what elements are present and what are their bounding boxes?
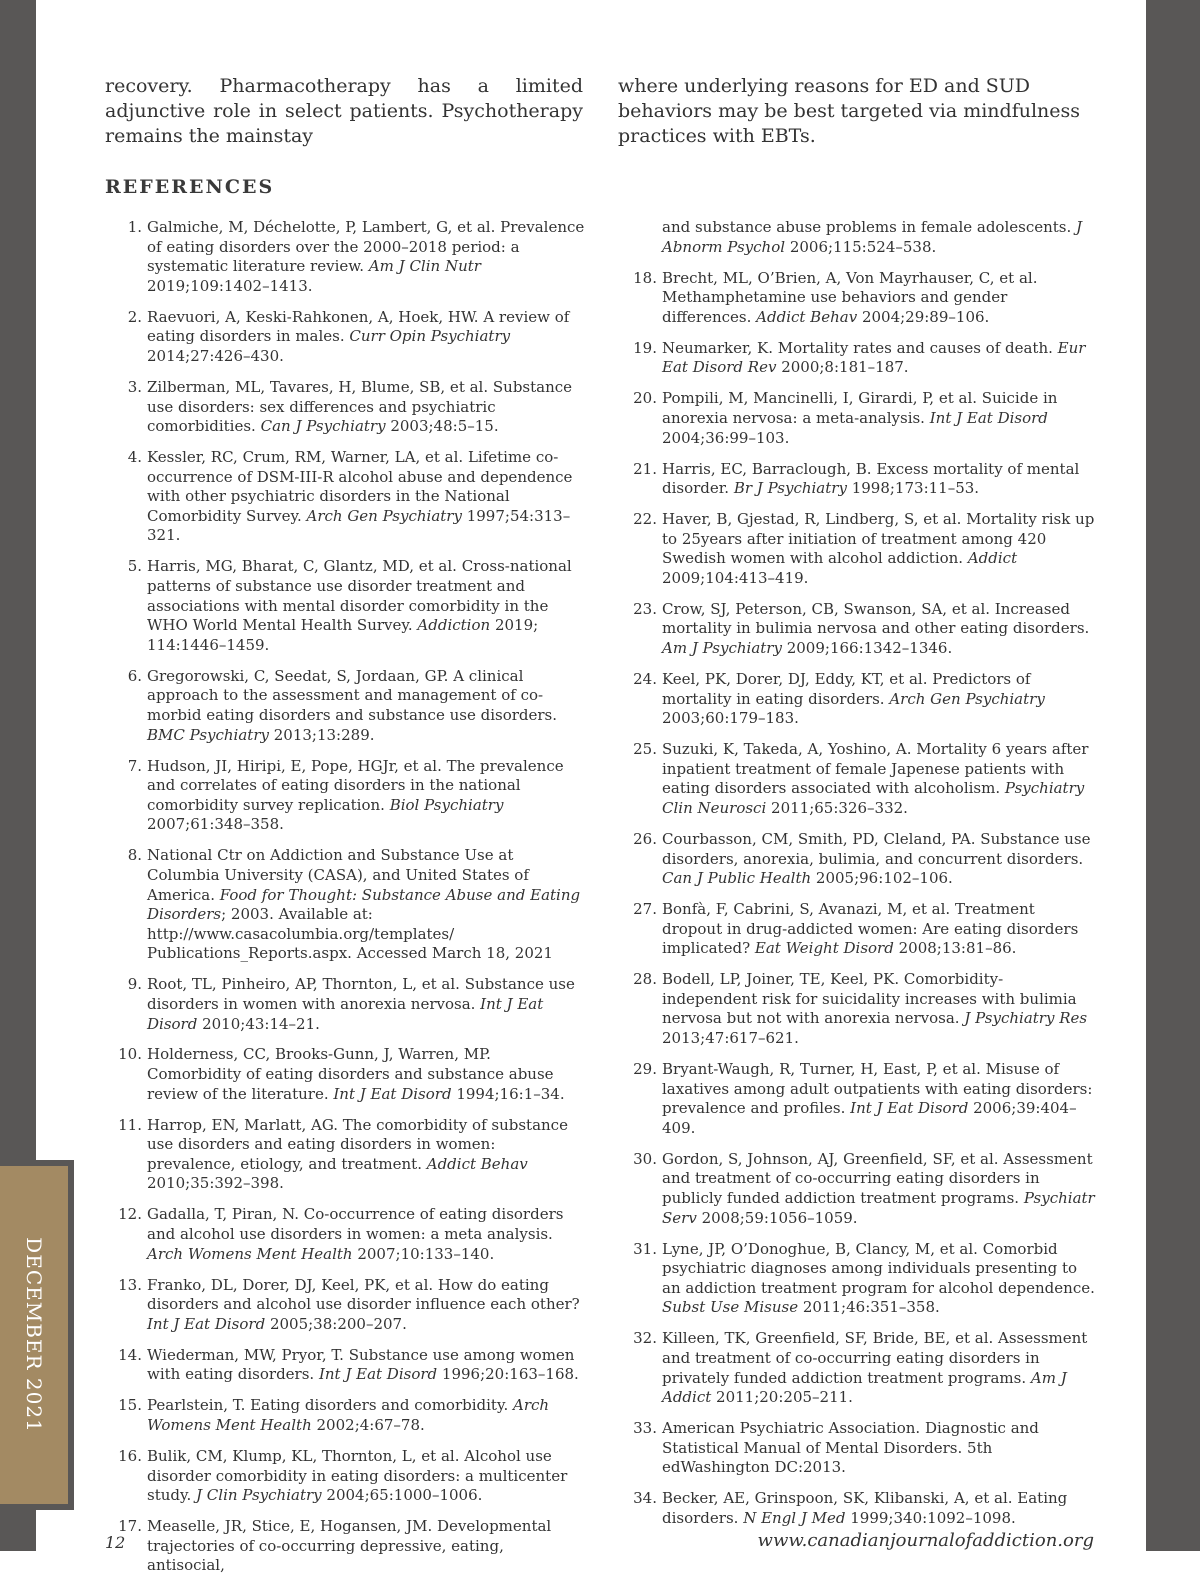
reference-authors-title: Haver, B, Gjestad, R, Lindberg, S, et al. Mortality risk up to 25years after initiation of treatment among 420 Swedish women with alcohol addiction. [662,510,1095,568]
reference-journal: Addict Behav [426,1154,528,1173]
reference-authors-title: Gregorowski, C, Seedat, S, Jordaan, GP. A clinical approach to the assessment and management of co-morbid eating disorders and substance use disorders. [147,666,558,725]
reference-text [147,1517,585,1576]
reference-citation: 2008;59:1056–1059. [696,1208,858,1227]
reference-number: 20. [633,389,657,408]
reference-number: 3. [127,377,142,396]
reference-authors-title: Suzuki, K, Takeda, A, Yoshino, A. Mortality 6 years after inpatient treatment of female Japenese patients with eating disorders associated with alcoholism. [662,740,1089,798]
reference-item [620,1240,1096,1318]
reference-number: 33. [633,1419,657,1438]
reference-text [147,1346,585,1385]
reference-citation: 2002;4:67–78. [311,1415,425,1434]
reference-journal: Int J Eat Disord [850,1099,969,1118]
reference-item [105,667,585,745]
reference-number: 23. [633,599,657,618]
reference-journal: Eur Eat Disord Rev [662,338,1086,377]
reference-citation: 2003;48:5–15. [385,417,499,436]
reference-number: 29. [633,1060,657,1079]
reference-journal: Subst Use Misuse [662,1298,799,1317]
reference-journal: Addict Behav [756,307,858,326]
reference-authors-title: Bulik, CM, Klump, KL, Thornton, L, et al. Alcohol use disorder comorbidity in eating disorders: a multicenter study. [147,1446,568,1505]
reference-journal: Addiction [417,616,491,635]
reference-authors-title: Bodell, LP, Joiner, TE, Keel, PK. Comorbidity-independent risk for suicidality increases with bulimia nervosa but not with anorexia nervosa. [662,970,1077,1028]
reference-journal: Am J Clin Nutr [368,257,481,276]
reference-text [147,1396,585,1435]
reference-number: 17. [118,1517,142,1536]
reference-text [147,308,585,367]
reference-number: 5. [127,557,142,576]
reference-citation: 2005;96:102–106. [811,869,953,888]
references-column-right [620,218,1096,1540]
reference-citation: 2019;109:1402–1413. [147,276,313,295]
reference-number: 22. [633,510,657,529]
reference-citation: 2019; 114:1446–1459. [147,616,539,654]
reference-journal: J Clin Psychiatry [196,1486,322,1505]
reference-authors-title: Courbasson, CM, Smith, PD, Cleland, PA. Substance use disorders, anorexia, bulimia, and concurrent disorders. [662,829,1091,868]
reference-text [147,1447,585,1506]
reference-authors-title: Bonfà, F, Cabrini, S, Avanazi, M, et al. Treatment dropout in drug-addicted women: Are eating disorders implicated? [662,900,1079,958]
reference-item [105,975,585,1034]
reference-number: 11. [118,1115,142,1134]
reference-number: 15. [118,1396,142,1415]
reference-authors-title: Keel, PK, Dorer, DJ, Eddy, KT, et al. Predictors of mortality in eating disorders. [662,670,1031,708]
references-column-left [105,218,585,1587]
reference-citation: 1994;16:1–34. [451,1084,565,1103]
reference-citation: 2009;104:413–419. [662,568,809,587]
reference-item [620,740,1096,818]
reference-authors-title: Kessler, RC, Crum, RM, Warner, LA, et al. Lifetime co-occurrence of DSM-III-R alcohol abuse and dependence with other psychiatric disorders in the National Comorbidity Survey. [147,448,573,525]
reference-citation: 1999;340:1092–1098. [845,1508,1016,1527]
reference-item [620,460,1096,499]
reference-item [105,557,585,655]
reference-item [620,218,1096,257]
reference-number: 1. [127,218,142,236]
reference-citation: 2000;8:181–187. [776,358,909,377]
reference-text [147,1045,585,1104]
reference-number: 13. [118,1275,142,1294]
reference-authors-title: American Psychiatric Association. Diagnostic and Statistical Manual of Mental Disorders. 5th edWashington DC:2013. [662,1419,1039,1477]
reference-authors-title: Killeen, TK, Greenfield, SF, Bride, BE, et al. Assessment and treatment of co-occurring eating disorders in privately funded addiction treatment programs. [662,1329,1088,1387]
reference-number: 21. [633,459,657,478]
reference-journal: Can J Psychiatry [260,417,386,436]
references-heading: REFERENCES [105,176,275,198]
reference-journal: Psychiatr Serv [662,1189,1095,1227]
reference-text [662,389,1096,448]
reference-authors-title: Pearlstein, T. Eating disorders and comorbidity. [147,1396,513,1415]
reference-item [620,900,1096,959]
reference-number: 24. [633,670,657,689]
reference-item [105,1205,585,1264]
reference-authors-title: Lyne, JP, O’Donoghue, B, Clancy, M, et al. Comorbid psychiatric diagnoses among individuals presenting to an addiction treatment program for alcohol dependence. [662,1239,1095,1297]
intro-text-left: recovery. Pharmacotherapy has a limited adjunctive role in select patients. Psychotherapy remains the mainstay [105,75,583,147]
reference-item [105,378,585,437]
page-number: 12 [105,1533,126,1552]
reference-authors-title: and substance abuse problems in female adolescents. [662,218,1077,236]
intro-text-right: where underlying reasons for ED and SUD behaviors may be best targeted via mindfulness practices with EBTs. [618,75,1081,147]
reference-item [105,1276,585,1335]
reference-journal: Arch Gen Psychiatry [306,506,462,525]
reference-text [147,448,585,546]
reference-journal: Curr Opin Psychiatry [349,327,511,346]
reference-text [662,830,1096,889]
reference-item [105,757,585,835]
reference-authors-title: Harris, MG, Bharat, C, Glantz, MD, et al. Cross-national patterns of substance use disorder treatment and associations with mental disorder comorbidity in the WHO World Mental Health Survey. [147,557,572,635]
reference-item [620,830,1096,889]
reference-text [662,1240,1096,1318]
reference-journal: Arch Womens Ment Health [147,1244,353,1263]
reference-number: 25. [633,740,657,759]
reference-journal: Can J Public Health [662,869,812,888]
reference-authors-title: Hudson, JI, Hiripi, E, Pope, HGJr, et al. The prevalence and correlates of eating disorders in the national comorbidity survey replication. [147,756,564,814]
reference-authors-title: Brecht, ML, O’Brien, A, Von Mayrhauser, C, et al. Methamphetamine use behaviors and gender differences. [662,268,1038,326]
reference-citation: 2013;47:617–621. [662,1029,799,1048]
reference-text [147,757,585,835]
reference-item [620,1329,1096,1407]
reference-authors-title: Holderness, CC, Brooks-Gunn, J, Warren, MP. Comorbidity of eating disorders and substance abuse review of the literature. [147,1045,554,1103]
reference-number: 16. [118,1446,142,1465]
reference-item [620,510,1096,588]
reference-item [620,339,1096,378]
journal-website: www.canadianjournalofaddiction.org [757,1530,1094,1551]
reference-citation: 1997;54:313–321. [147,506,571,545]
reference-number: 8. [127,846,142,865]
reference-text [662,670,1096,729]
reference-citation: 2008;13:81–86. [893,939,1017,958]
reference-journal: N Engl J Med [743,1508,846,1527]
reference-journal: Biol Psychiatry [389,795,504,814]
reference-citation: 2010;43:14–21. [197,1014,320,1033]
reference-text [147,1116,585,1194]
reference-citation: 2013;13:289. [268,725,375,744]
reference-authors-title: National Ctr on Addiction and Substance Use at Columbia University (CASA), and United States of America. [147,846,529,904]
reference-citation: 2007;61:348–358. [147,815,284,834]
reference-item [620,670,1096,729]
reference-item [105,1346,585,1385]
reference-citation: 2005;38:200–207. [265,1314,407,1333]
reference-number: 7. [127,756,142,775]
reference-number: 31. [633,1239,657,1258]
reference-item [620,970,1096,1048]
reference-item [620,1060,1096,1138]
reference-item [620,1489,1096,1528]
reference-journal: J Abnorm Psychol [662,218,1083,256]
reference-citation: 2009;166:1342–1346. [781,639,953,658]
reference-number: 18. [633,268,657,287]
reference-item [105,1045,585,1104]
reference-journal: Addict [967,549,1018,568]
reference-authors-title: Gordon, S, Johnson, AJ, Greenfield, SF, et al. Assessment and treatment of co-occurring eating disorders in publicly funded addiction treatment programs. [662,1149,1093,1208]
reference-authors-title: Raevuori, A, Keski-Rahkonen, A, Hoek, HW. A review of eating disorders in males. [147,307,570,346]
reference-text [662,1329,1096,1407]
reference-journal: Int J Eat Disord [147,1314,266,1333]
reference-item [105,1116,585,1194]
reference-authors-title: Wiederman, MW, Pryor, T. Substance use among women with eating disorders. [147,1345,575,1384]
reference-journal: Int J Eat Disord [929,408,1048,427]
reference-text [662,970,1096,1048]
reference-authors-title: Zilberman, ML, Tavares, H, Blume, SB, et al. Substance use disorders: sex differences and psychiatric comorbidities. [147,377,573,436]
reference-item [105,218,585,296]
reference-number: 30. [633,1149,657,1168]
reference-journal: J Psychiatry Res [964,1009,1088,1028]
reference-journal: Arch Womens Ment Health [147,1396,550,1434]
reference-authors-title: Harrop, EN, Marlatt, AG. The comorbidity of substance use disorders and eating disorders in women: prevalence, etiology, and treatment. [147,1115,568,1173]
reference-citation: 1998;173:11–53. [846,479,980,498]
reference-citation: 2011;65:326–332. [766,798,908,817]
reference-citation: 2007;10:133–140. [352,1244,495,1263]
reference-number: 4. [127,448,142,467]
reference-number: 32. [633,1329,657,1348]
reference-number: 26. [633,829,657,848]
reference-number: 10. [118,1045,142,1064]
reference-text [662,510,1096,588]
reference-journal: Int J Eat Disord [147,994,544,1033]
reference-text [147,1276,585,1335]
issue-date-label: DECEMBER 2021 [22,1237,46,1433]
reference-text [147,846,585,964]
reference-citation: 2011;46:351–358. [798,1298,940,1317]
right-margin-bar [1146,0,1200,1551]
reference-authors-title: Franko, DL, Dorer, DJ, Keel, PK, et al. How do eating disorders and alcohol use disorder influence each other? [147,1275,580,1314]
reference-number: 27. [633,900,657,919]
reference-citation: 2010;35:392–398. [147,1174,284,1193]
reference-citation: 2003;60:179–183. [662,709,799,728]
reference-text [662,339,1096,378]
reference-text [147,667,585,745]
reference-text [662,269,1096,328]
reference-item [105,846,585,964]
reference-item [620,600,1096,659]
reference-citation: 2006;115:524–538. [785,237,937,256]
reference-item [620,269,1096,328]
reference-journal: Eat Weight Disord [754,939,894,958]
reference-journal: Int J Eat Disord [318,1365,438,1384]
reference-number: 19. [633,338,657,357]
reference-text [662,1060,1096,1138]
reference-citation: 2004;65:1000–1006. [321,1486,483,1505]
reference-text [662,1489,1096,1528]
reference-journal: BMC Psychiatry [147,725,269,744]
reference-authors-title: Crow, SJ, Peterson, CB, Swanson, SA, et al. Increased mortality in bulimia nervosa and other eating disorders. [662,599,1090,638]
reference-number: 9. [127,975,142,994]
reference-text [662,740,1096,818]
reference-number: 12. [118,1205,142,1224]
reference-item [105,1396,585,1435]
reference-number: 2. [127,307,142,326]
reference-citation: 2004;36:99–103. [662,428,790,447]
reference-item [105,1447,585,1506]
reference-authors-title: Measelle, JR, Stice, E, Hogansen, JM. Developmental trajectories of co-occurring depressive, eating, antisocial, [147,1517,552,1575]
reference-authors-title: Bryant-Waugh, R, Turner, H, East, P, et al. Misuse of laxatives among adult outpatients with eating disorders: prevalence and profiles. [662,1060,1093,1118]
reference-citation: ; 2003. Available at: http://www.casacolumbia.org/templates/ Publications_Reports.aspx. Accessed March 18, 2021 [147,905,553,963]
reference-text [662,600,1096,659]
reference-text [147,1205,585,1264]
reference-number: 6. [127,666,142,685]
reference-text [662,460,1096,499]
reference-authors-title: Root, TL, Pinheiro, AP, Thornton, L, et al. Substance use disorders in women with anorexia nervosa. [147,975,575,1013]
reference-journal: Am J Addict [662,1368,1067,1407]
reference-text [662,218,1096,257]
reference-authors-title: Gadalla, T, Piran, N. Co-occurrence of eating disorders and alcohol use disorders in women: a meta analysis. [147,1205,564,1244]
reference-journal: Int J Eat Disord [333,1084,452,1103]
reference-item [105,308,585,367]
reference-citation: 2006;39:404–409. [662,1099,1077,1137]
reference-text [147,218,585,296]
reference-number: 14. [118,1345,142,1364]
reference-item [620,1150,1096,1228]
reference-text [147,378,585,437]
reference-item [105,448,585,546]
reference-text [662,900,1096,959]
reference-authors-title: Harris, EC, Barraclough, B. Excess mortality of mental disorder. [662,459,1080,498]
reference-text [662,1419,1096,1478]
reference-text [147,975,585,1034]
reference-item [105,1517,585,1576]
reference-journal: Arch Gen Psychiatry [889,689,1045,708]
reference-text [662,1150,1096,1228]
reference-text [147,557,585,655]
reference-number: 28. [633,970,657,989]
reference-number [620,218,662,257]
reference-item [620,1419,1096,1478]
reference-journal: Br J Psychiatry [733,479,847,498]
reference-citation: 2004;29:89–106. [857,307,990,326]
reference-authors-title: Neumarker, K. Mortality rates and causes of death. [662,338,1058,357]
reference-authors-title: Pompili, M, Mancinelli, I, Girardi, P, et al. Suicide in anorexia nervosa: a meta-analysis. [662,389,1058,427]
reference-item [620,389,1096,448]
reference-authors-title: Galmiche, M, Déchelotte, P, Lambert, G, et al. Prevalence of eating disorders over the 2000–2018 period: a systematic literature review. [147,218,585,276]
reference-citation: 2014;27:426–430. [147,346,284,365]
reference-number: 34. [633,1489,657,1508]
reference-citation: 1996;20:163–168. [437,1365,579,1384]
reference-journal: Am J Psychiatry [662,639,782,658]
reference-journal: Psychiatry Clin Neurosci [662,779,1085,817]
reference-citation: 2011;20:205–211. [711,1388,853,1407]
reference-authors-title: Becker, AE, Grinspoon, SK, Klibanski, A, et al. Eating disorders. [662,1489,1068,1527]
reference-journal: Food for Thought: Substance Abuse and Eating Disorders [147,885,581,924]
